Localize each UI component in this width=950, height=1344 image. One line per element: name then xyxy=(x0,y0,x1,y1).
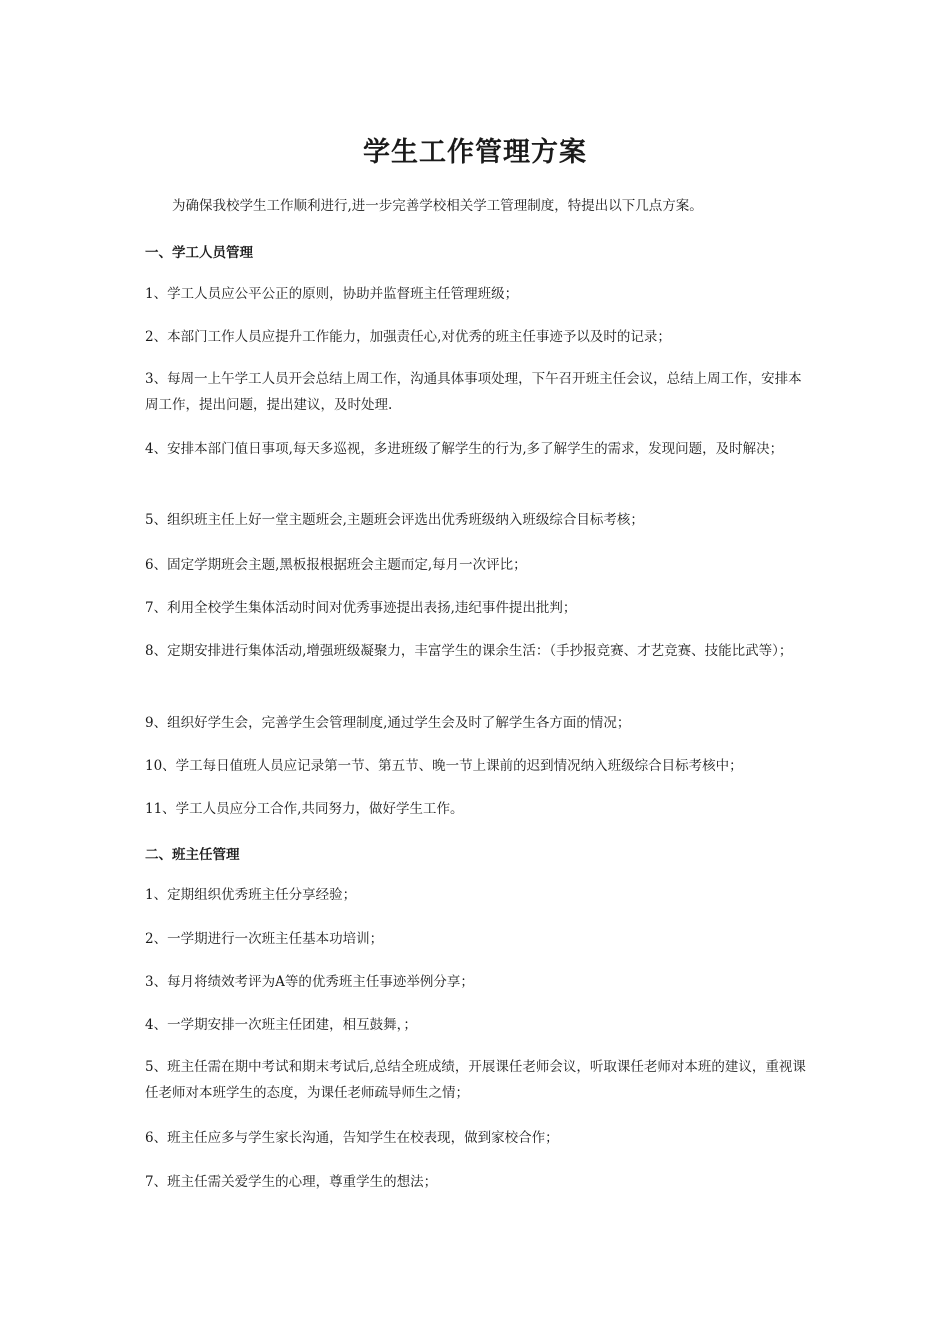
section-heading-head-teacher: 二、班主任管理 xyxy=(145,847,240,863)
document-title: 学生工作管理方案 xyxy=(363,137,587,168)
list-item: 8、定期安排进行集体活动,增强班级凝聚力，丰富学生的课余生活：（手抄报竞赛、才艺竞赛、技能比武等）； xyxy=(145,643,793,659)
list-item: 5、班主任需在期中考试和期末考试后,总结全班成绩，开展课任老师会议，听取课任老师对本班的建议，重视课任老师对本班学生的态度，为课任老师疏导师生之情； xyxy=(145,1059,806,1101)
list-item: 3、每周一上午学工人员开会总结上周工作，沟通具体事项处理，下午召开班主任会议，总结上周工作，安排本周工作，提出问题，提出建议，及时处理. xyxy=(145,371,802,413)
section-heading-staff: 一、学工人员管理 xyxy=(145,245,253,261)
list-item: 2、本部门工作人员应提升工作能力，加强责任心,对优秀的班主任事迹予以及时的记录； xyxy=(145,329,671,345)
intro-paragraph: 为确保我校学生工作顺利进行,进一步完善学校相关学工管理制度，特提出以下几点方案。 xyxy=(172,198,703,214)
list-item: 11、学工人员应分工合作,共同努力，做好学生工作。 xyxy=(145,801,464,817)
list-item: 5、组织班主任上好一堂主题班会,主题班会评选出优秀班级纳入班级综合目标考核； xyxy=(145,512,644,528)
list-item: 9、组织好学生会，完善学生会管理制度,通过学生会及时了解学生各方面的情况； xyxy=(145,715,631,731)
list-item: 4、一学期安排一次班主任团建，相互鼓舞，； xyxy=(145,1017,417,1033)
list-item: 4、安排本部门值日事项,每天多巡视，多进班级了解学生的行为,多了解学生的需求，发现问题，及时解决； xyxy=(145,441,784,457)
list-item: 1、学工人员应公平公正的原则，协助并监督班主任管理班级； xyxy=(145,286,519,302)
list-item: 1、定期组织优秀班主任分享经验； xyxy=(145,887,357,903)
list-item: 7、利用全校学生集体活动时间对优秀事迹提出表扬,违纪事件提出批判； xyxy=(145,600,577,616)
list-item: 7、班主任需关爱学生的心理，尊重学生的想法； xyxy=(145,1174,438,1190)
list-item: 3、每月将绩效考评为A等的优秀班主任事迹举例分享； xyxy=(145,974,474,990)
list-item: 6、班主任应多与学生家长沟通，告知学生在校表现，做到家校合作； xyxy=(145,1130,559,1146)
list-item: 10、学工每日值班人员应记录第一节、第五节、晚一节上课前的迟到情况纳入班级综合目标考核中； xyxy=(145,758,743,774)
list-item: 6、固定学期班会主题,黑板报根据班会主题而定,每月一次评比； xyxy=(145,557,527,573)
list-item: 2、一学期进行一次班主任基本功培训； xyxy=(145,931,384,947)
